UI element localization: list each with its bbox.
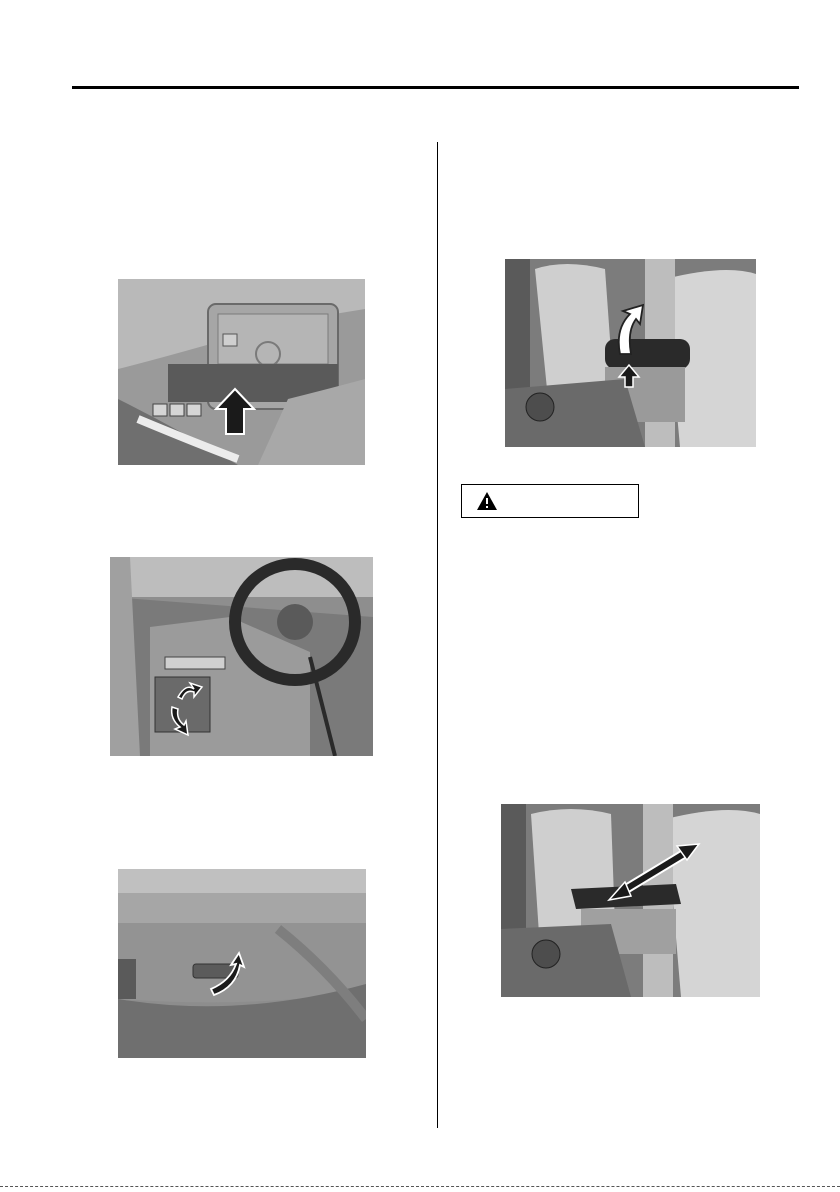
column-divider bbox=[437, 142, 438, 1128]
figure-armrest-slide bbox=[501, 804, 760, 997]
header-rule bbox=[72, 86, 799, 89]
warning-box bbox=[461, 484, 639, 518]
figure-lower-dash-compartment bbox=[110, 557, 373, 756]
page-bottom-edge bbox=[0, 1186, 840, 1187]
figure-armrest-open bbox=[505, 259, 756, 447]
figure-glove-compartment bbox=[118, 869, 366, 1058]
warning-triangle-icon bbox=[476, 491, 498, 516]
figure-overhead-console bbox=[118, 279, 365, 465]
